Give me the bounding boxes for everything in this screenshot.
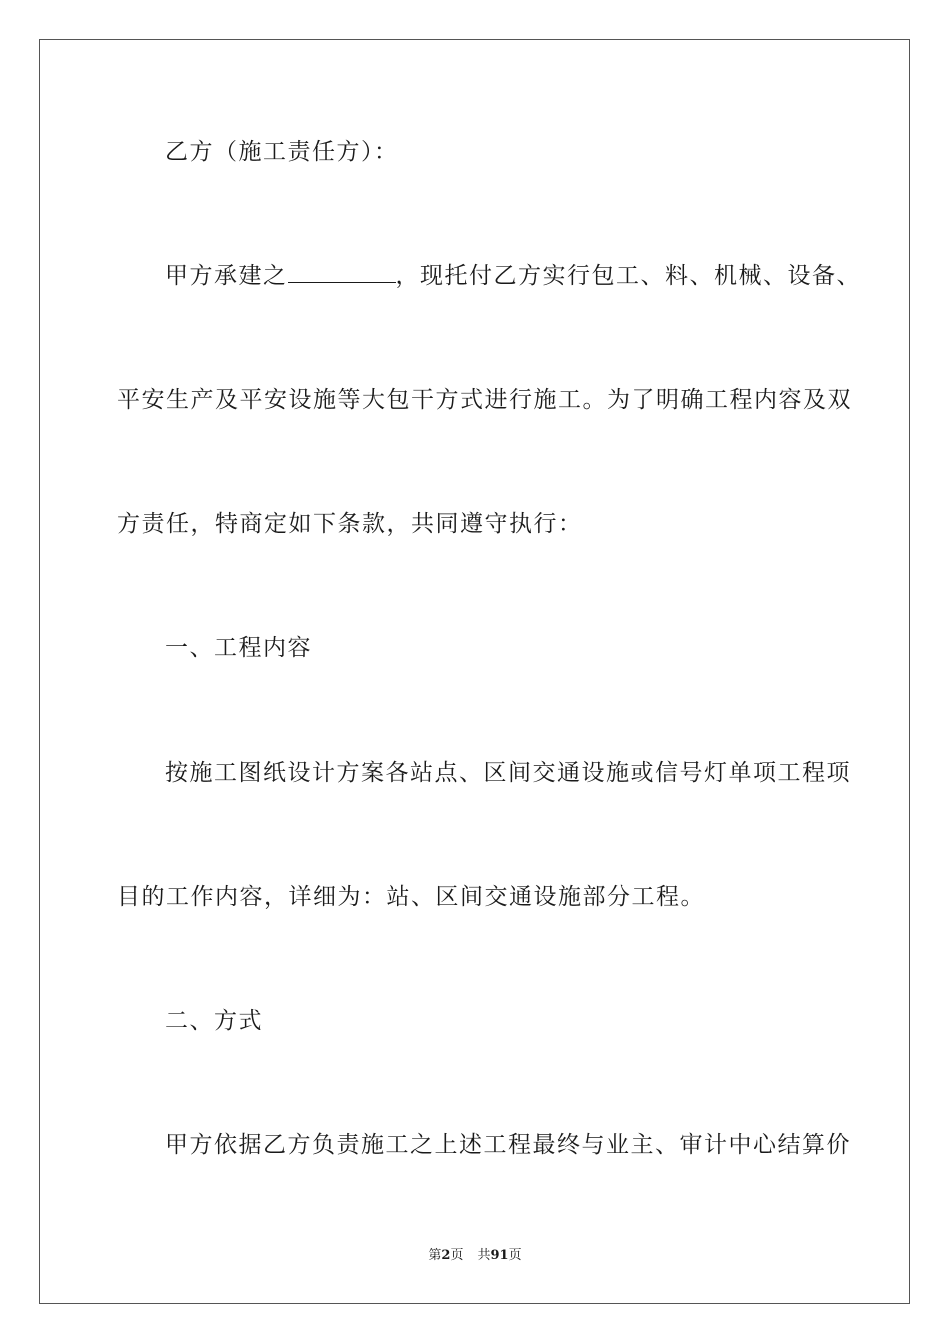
paragraph-line: 按施工图纸设计方案各站点、区间交通设施或信号灯单项工程项 (165, 760, 851, 786)
paragraph-contract-intro (165, 261, 861, 291)
text-segment: 甲方承建之 (165, 263, 288, 289)
text-segment: ，现托付乙方实行包工、料、机械、设备、 (395, 263, 861, 289)
section-heading-method: 二、方式 (165, 1008, 263, 1034)
section-heading-scope: 一、工程内容 (165, 635, 312, 661)
footer-total-suffix: 页 (508, 1248, 522, 1263)
paragraph-line: 目的工作内容，详细为：站、区间交通设施部分工程。 (117, 884, 705, 910)
paragraph-line: 平安生产及平安设施等大包干方式进行施工。为了明确工程内容及双 (117, 387, 852, 413)
paragraph-line: 甲方依据乙方负责施工之上述工程最终与业主、审计中心结算价 (165, 1132, 851, 1158)
footer-page-prefix: 第 (428, 1248, 442, 1263)
paragraph-party-b: 乙方（施工责任方）： (165, 139, 399, 165)
page-footer (0, 1247, 950, 1265)
footer-page-suffix: 页 (450, 1248, 464, 1263)
page-border (39, 39, 910, 1304)
paragraph-line: 方责任，特商定如下条款，共同遵守执行： (117, 511, 583, 537)
footer-total-prefix: 共 (477, 1248, 491, 1263)
footer-page-number: 2 (441, 1248, 451, 1263)
fill-in-blank[interactable] (288, 262, 396, 283)
footer-total-pages: 91 (490, 1248, 509, 1263)
